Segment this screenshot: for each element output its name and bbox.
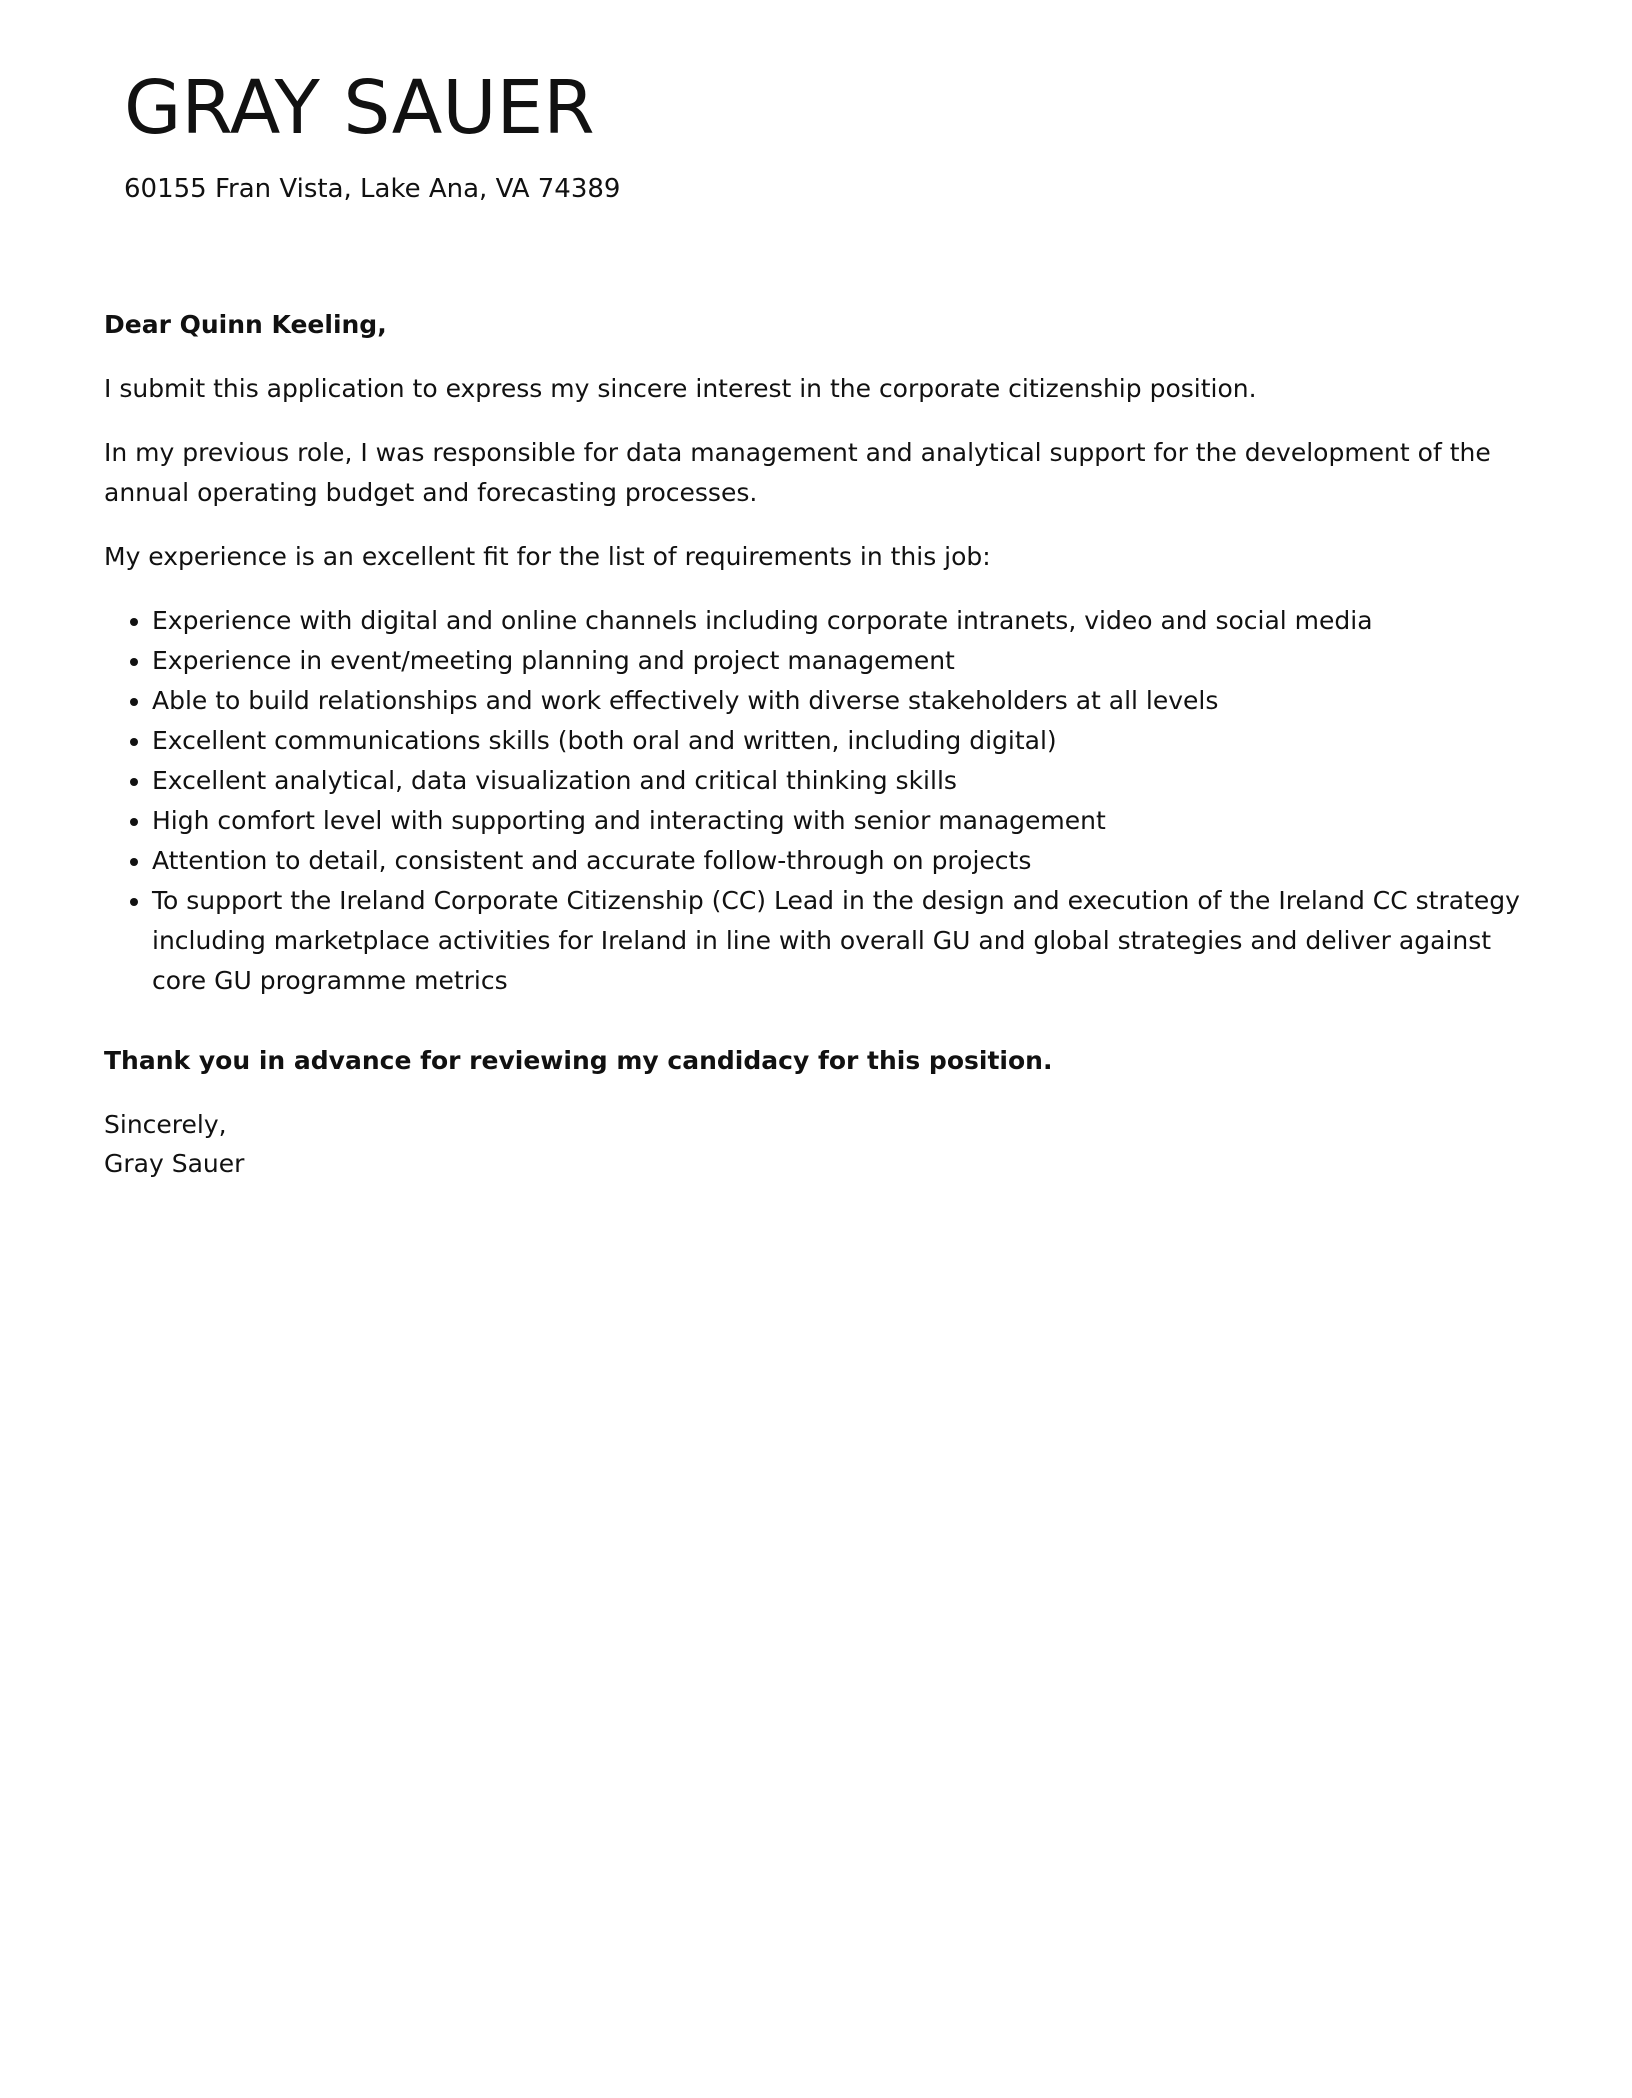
closing-word: Sincerely,	[104, 1110, 227, 1139]
intro-paragraph: I submit this application to express my sincere interest in the corporate citizenship position.	[104, 374, 1257, 403]
requirements-list	[104, 601, 1544, 1001]
requirement-item: • Experience in event/meeting planning and project management	[152, 641, 1544, 681]
salutation: Dear Quinn Keeling,	[104, 310, 387, 339]
requirement-item: • Excellent analytical, data visualization and critical thinking skills	[152, 761, 1544, 801]
requirement-item: • Excellent communications skills (both oral and written, including digital)	[152, 721, 1544, 761]
requirement-item: • Able to build relationships and work effectively with diverse stakeholders at all levels	[152, 681, 1544, 721]
letter-header	[124, 65, 621, 207]
previous-role-paragraph: In my previous role, I was responsible for data management and analytical support for the development of the annual operating budget and forecasting processes.	[104, 438, 1491, 507]
signature-name: Gray Sauer	[104, 1149, 245, 1178]
letter-body	[104, 305, 1544, 1183]
applicant-name: GRAY SAUER	[124, 65, 595, 151]
thank-you-paragraph: Thank you in advance for reviewing my candidacy for this position.	[104, 1046, 1053, 1075]
fit-statement-paragraph: My experience is an excellent fit for the list of requirements in this job:	[104, 542, 991, 571]
requirement-item: • High comfort level with supporting and interacting with senior management	[152, 801, 1544, 841]
applicant-address: 60155 Fran Vista, Lake Ana, VA 74389	[124, 174, 621, 205]
requirement-item: • Attention to detail, consistent and accurate follow-through on projects	[152, 841, 1544, 881]
signoff-block	[104, 1105, 1544, 1183]
requirement-item: • Experience with digital and online channels including corporate intranets, video and social media	[152, 601, 1544, 641]
requirement-item: • To support the Ireland Corporate Citizenship (CC) Lead in the design and execution of the Ireland CC strategy including marketplace activities for Ireland in line with overall GU and global strategies and deliver against core GU programme metrics	[152, 881, 1544, 1001]
